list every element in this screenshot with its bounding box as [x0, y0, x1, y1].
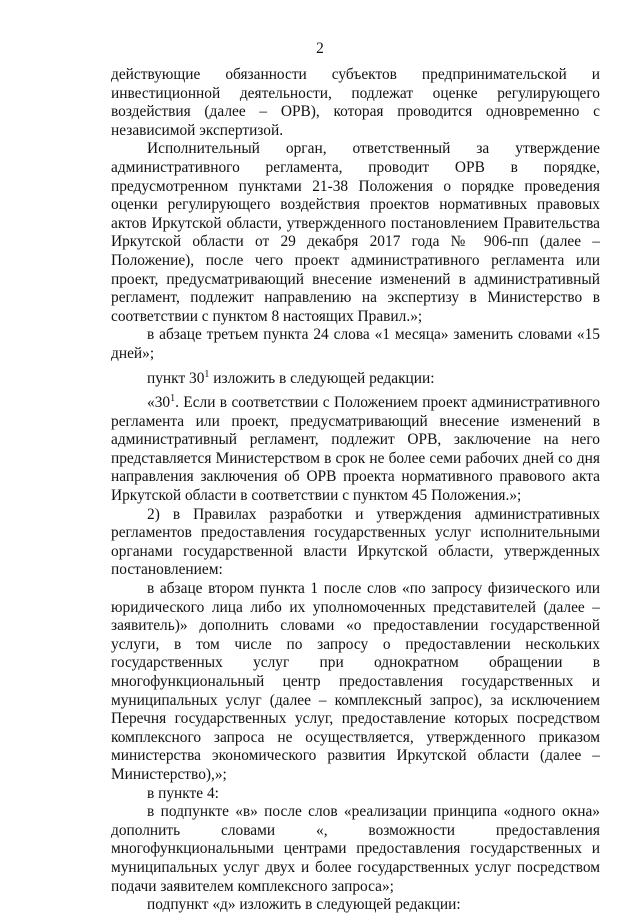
paragraph: Исполнительный орган, ответственный за утверждение административного регламента, проводит ОРВ в порядке, предусмотренном пунктами 21-38 Положения о порядке проведения оценки регулирующего воздействия проектов нормативных правовых актов Иркутской области, утвержденного постановлением Правительства Иркутской области от 29 декабря 2017 года № 906-пп (далее – Положение), после чего проект административного регламента или проект, предусматривающий внесение изменений в административный регламент, подлежит направлению на экспертизу в Министерство в соответствии с пунктом 8 настоящих Правил.»; [111, 140, 600, 325]
paragraph: в абзаце втором пункта 1 после слов «по запросу физического или юридического лица либо их уполномоченных представителей (далее – заявитель)» дополнить словами «о предоставлении государственной услуги, в том числе по запросу о предоставлении нескольких государственных услуг при однократном обращении в многофункциональный центр предоставления государственных и муниципальных услуг (далее – комплексный запрос), за исключением Перечня государственных услуг, предоставление которых посредством комплексного запроса не осуществляется, утвержденного приказом министерства экономического развития Иркутской области (далее – Министерство),»; [111, 580, 600, 783]
paragraph: действующие обязанности субъектов предпринимательской и инвестиционной деятельности, подлежат оценке регулирующего воздействия (далее – ОРВ), которая проводится одновременно с независимой экспертизой. [111, 66, 600, 139]
page-number: 2 [316, 40, 324, 57]
paragraph: в пункте 4: [147, 784, 219, 802]
document-body [111, 66, 600, 915]
paragraph-text: . Если в соответствии с Положением проект административного регламента или проект, предусматривающий внесение изменений в административный регламент, подлежит ОРВ, заключение на него представляется Министерством в срок не более семи рабочих дней со дня направления заключения об ОРВ проекта нормативного правового акта Иркутской области в соответствии с пунктом 45 Положения.»; [111, 394, 600, 505]
paragraph [111, 394, 600, 506]
paragraph-text: изложить в следующей редакции: [209, 369, 435, 387]
paragraph [111, 370, 600, 389]
superscript: 1 [204, 368, 210, 380]
paragraph-text: пункт 30 [147, 369, 205, 387]
paragraph: подпункт «д» изложить в следующей редакции: [147, 896, 461, 914]
superscript: 1 [170, 392, 176, 404]
paragraph: в абзаце третьем пункта 24 слова «1 месяца» заменить словами «15 дней»; [111, 326, 600, 362]
paragraph: в подпункте «в» после слов «реализации принципа «одного окна» дополнить словами «, возможности предоставления многофункциональными центрами предоставления государственных и муниципальных услуг двух и более государственных услуг посредством подачи заявителем комплексного запроса»; [111, 803, 600, 895]
paragraph: 2) в Правилах разработки и утверждения административных регламентов предоставления государственных услуг исполнительными органами государственной власти Иркутской области, утвержденных постановлением: [111, 505, 600, 579]
paragraph-text: «30 [147, 394, 171, 412]
